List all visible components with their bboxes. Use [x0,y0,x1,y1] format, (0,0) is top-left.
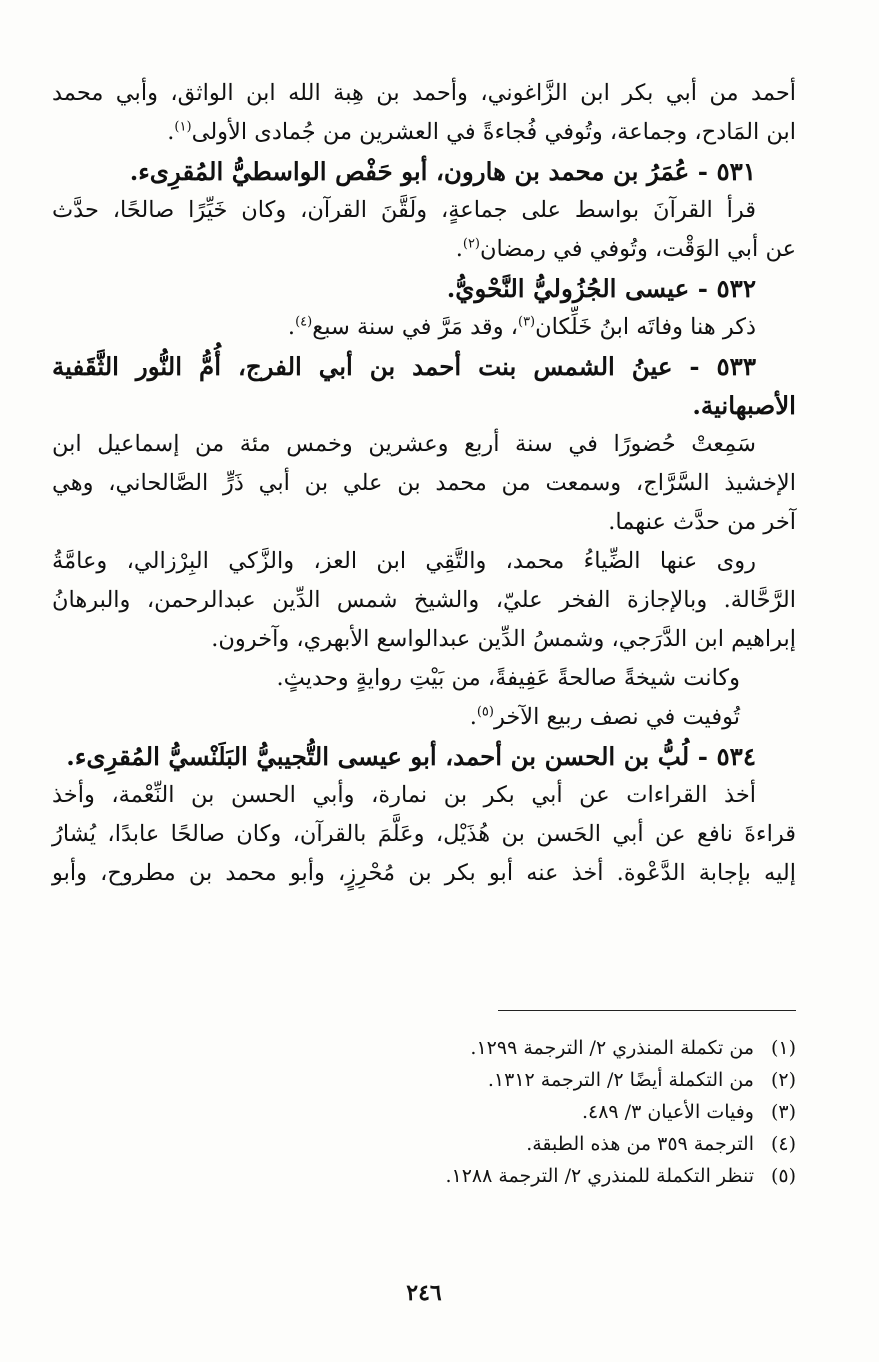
footnote-item [52,1064,796,1096]
footnote-text: تنظر التكملة للمنذري ٢/ الترجمة ١٢٨٨. [445,1165,754,1187]
text-line [52,113,796,152]
footnote-number: (٢) [770,1069,796,1091]
period: . [455,236,463,262]
footnote-number: (٤) [770,1133,796,1155]
text-segment: تُوفيت في نصف ربيع الآخر [493,704,740,730]
entry-heading-532: ٥٣٢ - عيسى الجُزُوليُّ النَّحْويُّ. [446,274,756,303]
footnote-ref[interactable]: (٢) [462,236,480,252]
entry-heading-533: ٥٣٣ - عينُ الشمس بنت أحمد بن أبي الفرج، أُمُّ النُّور الثَّقَفية [52,352,756,381]
text-line [52,230,796,269]
footnote-text: من تكملة المنذري ٢/ الترجمة ١٢٩٩. [470,1037,754,1059]
footnote-ref[interactable]: (٥) [476,704,494,720]
footnote-number: (١) [770,1037,796,1059]
entry-heading-533-cont: الأصبهانية. [692,391,796,420]
main-text [52,74,796,893]
text-line: أخذ القراءات عن أبي بكر بن نمارة، وأبي الحسن بن النِّعْمة، وأخذ [52,782,756,808]
period: . [469,704,477,730]
text-line: الإخشيذ السَّرَّاج، وسمعت من محمد بن علي بن أبي ذَرٍّ الصَّالحاني، وهي [52,470,796,496]
text-line: الرَّحَّالة. وبالإجازة الفخر عليّ، والشيخ شمس الدِّين عبدالرحمن، والبرهانُ [52,587,796,613]
page-number: ٢٤٦ [406,1280,442,1306]
footnote-number: (٣) [770,1101,796,1123]
text-line: أحمد من أبي بكر ابن الزَّاغوني، وأحمد بن هِبة الله ابن الواثق، وأبي محمد [52,80,796,106]
text-segment: عن أبي الوَقْت، وتُوفي في رمضان [480,236,796,262]
text-segment: ، وقد مَرَّ في سنة سبع [312,314,518,340]
footnote-text: الترجمة ٣٥٩ من هذه الطبقة. [526,1133,754,1155]
footnote-item [52,1032,796,1064]
footnote-ref[interactable]: (١) [174,119,192,135]
text-line: قراءةَ نافع عن أبي الحَسن بن هُذَيْل، وعَلَّمَ بالقرآن، وكان صالحًا عابدًا، يُشارُ [52,821,796,847]
footnote-ref[interactable]: (٣) [517,314,536,330]
footnote-item [52,1128,796,1160]
entry-heading-534: ٥٣٤ - لُبُّ بن الحسن بن أحمد، أبو عيسى التُّجيبيُّ البَلَنْسيُّ المُقرِىء. [66,742,756,771]
entry-heading-531: ٥٣١ - عُمَرُ بن محمد بن هارون، أبو حَفْص الواسطيُّ المُقرِىء. [129,157,756,186]
text-line: إبراهيم ابن الدَّرَجي، وشمسُ الدِّين عبدالواسع الأبهري، وآخرون. [211,626,796,652]
text-line [52,308,796,347]
period: . [287,314,296,340]
footnote-number: (٥) [770,1165,796,1187]
footnote-text: وفيات الأعيان ٣/ ٤٨٩. [581,1101,754,1123]
text-line [52,698,796,737]
book-page [52,74,796,1314]
text-line: وكانت شيخةً صالحةً عَفِيفةً، من بَيْتِ روايةٍ وحديثٍ. [276,665,740,691]
footnotes [52,1032,796,1192]
period: . [167,119,175,145]
text-segment: ذكر هنا وفاتَه ابنُ خَلِّكان [535,314,756,340]
footnote-text: من التكملة أيضًا ٢/ الترجمة ١٣١٢. [487,1069,754,1091]
text-segment: ابن المَادح، وجماعة، وتُوفي فُجاءةً في العشرين من جُمادى الأولى [191,119,796,145]
text-line: إليه بإجابة الدَّعْوة. أخذ عنه أبو بكر بن مُحْرِزٍ، وأبو محمد بن مطروح، وأبو [52,860,796,886]
footnote-item [52,1096,796,1128]
text-line: روى عنها الضِّياءُ محمد، والتَّقِي ابن العز، والزَّكي البِرْزالي، وعامَّةُ [52,548,756,574]
footnote-divider [498,1010,796,1011]
text-line: قرأ القرآنَ بواسط على جماعةٍ، ولَقَّنَ القرآن، وكان خَيِّرًا صالحًا، حدَّث [52,197,756,223]
text-line: آخر من حدَّث عنهما. [608,509,796,535]
footnote-ref[interactable]: (٤) [295,314,313,330]
text-line: سَمِعتْ حُضورًا في سنة أربع وعشرين وخمس مئة من إسماعيل ابن [52,431,756,457]
footnote-item [52,1160,796,1192]
